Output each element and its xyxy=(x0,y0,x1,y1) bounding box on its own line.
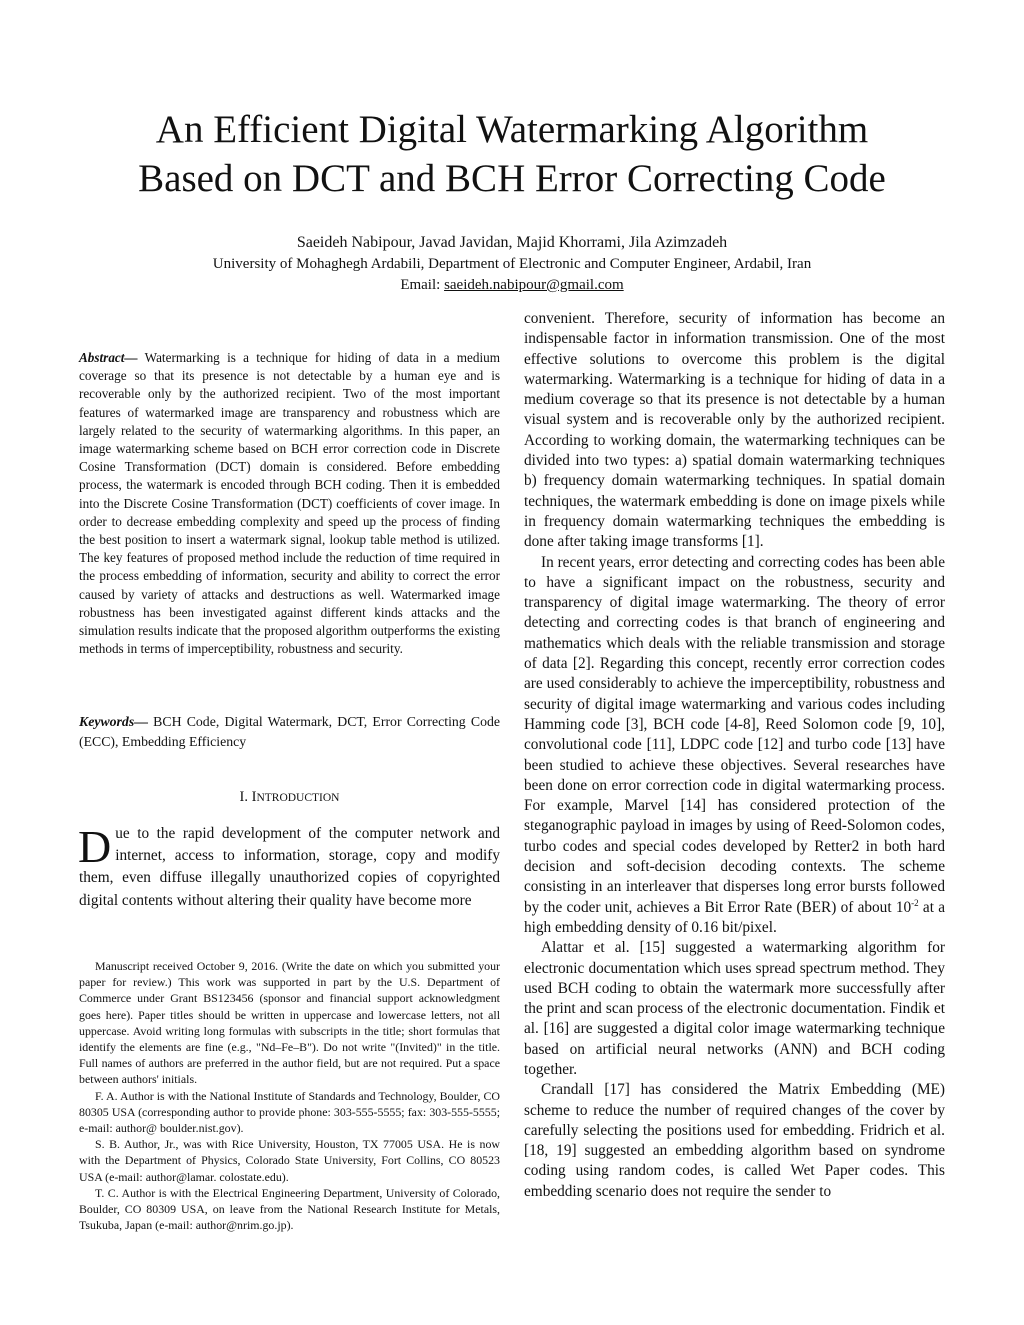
footnote-item: Manuscript received October 9, 2016. (Write the date on which you submitted your paper for review.) This work was supported in part by the U.S. Department of Commerce under Grant BS123456 (sponsor and financial support acknowledgment goes here). Paper titles should be written in uppercase and lowercase letters, not all uppercase. Avoid writing long formulas with subscripts in the title; short formulas that identify the elements are fine (e.g., "Nd–Fe–B"). Do not write "(Invited)" in the title. Full names of authors are preferred in the author field, but are not required. Put a space between authors' initials. xyxy=(79,959,500,1087)
section-number: I. xyxy=(239,789,252,805)
footnote-item: T. C. Author is with the Electrical Engineering Department, University of Colorado, Boulder, CO 80309 USA, on leave from the National Research Institute for Metals, Tsukuba, Japan (e-mail: author@nrim.go.jp). xyxy=(79,1185,500,1233)
section-heading-introduction xyxy=(79,789,500,806)
body-paragraph xyxy=(524,553,945,939)
superscript-exponent: -2 xyxy=(911,897,919,908)
body-paragraph: Alattar et al. [15] suggested a watermarking algorithm for electronic documentation which uses spread spectrum method. They used BCH coding to obtain the watermark more successfully after the print and scan process of the electronic documentation. Findik et al. [16] are suggested a digital color image watermarking technique based on artificial neural networks (ANN) and BCH coding together. xyxy=(524,939,945,1078)
affiliation: University of Mohaghegh Ardabili, Department of Electronic and Computer Engineer, Ardabil, Iran xyxy=(212,256,812,272)
email-label: Email: xyxy=(400,277,445,293)
email-link[interactable]: saeideh.nabipour@gmail.com xyxy=(444,277,624,293)
section-title-rest: NTRODUCTION xyxy=(256,792,340,804)
email-line xyxy=(80,275,944,295)
title-line-2: Based on DCT and BCH Error Correcting Code xyxy=(138,157,886,200)
section-first-letter: I xyxy=(251,789,257,805)
title-line-1: An Efficient Digital Watermarking Algorithm xyxy=(155,108,869,151)
paragraph-text: In recent years, error detecting and correcting codes has been able to have a significant impact on the robustness, security and transparency of digital image watermarking. The theory of error detecting and correcting codes is that branch of engineering and mathematics which deals with the reliable transmission and storage of data [2]. Regarding this concept, recently error correction codes are used considerably to achieve the imperceptibility, robustness and security of digital image watermarking and various codes including Hamming code [3], BCH code [4-8], Reed Solomon code [9, 10], convolutional code [11], LDPC code [12] and turbo code [13] have been studied to achieve these objectives. Several researches have been done on error correction code in digital watermarking process. For example, Marvel [14] has considered protection of the steganographic payload in images by using of Reed-Solomon codes, turbo codes and special codes developed by Retter2 in both hard decision and soft-decision decoding contexts. The scheme consisting in an interleaver that disperses long error bursts followed by the coder unit, achieves a Bit Error Rate (BER) of about 10 xyxy=(524,553,945,916)
abstract-text: Watermarking is a technique for hiding of data in a medium coverage so that its presence is not detectable by a human eye and is recoverable only by the authorized recipient. Two of the most important features of watermarked image are transparency and robustness which are largely related to the security of watermarking algorithms. In this paper, an image watermarking scheme based on BCH error correction code in Discrete Cosine Transformation (DCT) domain is considered. Before embedding process, the watermark is encoded through BCH coding. Then it is embedded into the Discrete Cosine Transformation (DCT) coefficients of cover image. In order to decrease embedding complexity and speed up the process of finding the best position to insert a watermark signal, lookup table method is utilized. The key features of proposed method include the reduction of time required in the process embedding of information, security and ability to correct the error caused by variety of attacks and destructions as well. Watermarked image robustness has been investigated against different kinds attacks and the simulation results indicate that the proposed algorithm outperforms the existing methods in terms of imperceptibility, robustness and security. xyxy=(79,350,500,657)
keywords-text: BCH Code, Digital Watermark, DCT, Error Correcting Code (ECC), Embedding Efficiency xyxy=(79,714,500,749)
keywords xyxy=(79,712,500,751)
body-paragraph: Crandall [17] has considered the Matrix Embedding (ME) scheme to reduce the number of required changes of the cover by carefully selecting the positions used for embedding. Fridrich et al. [18, 19] suggested an embedding algorithm based on syndrome coding using random codes, is called Wet Paper codes. This embedding scenario does not require the sender to xyxy=(524,1081,945,1200)
intro-text: ue to the rapid development of the computer network and internet, access to information, storage, copy and modify them, even diffuse illegally unauthorized copies of copyrighted digital contents without altering their quality have become more xyxy=(79,825,500,909)
footnotes xyxy=(79,958,500,1233)
intro-paragraph xyxy=(79,823,500,912)
abstract xyxy=(79,349,500,658)
abstract-label: Abstract— xyxy=(79,350,138,365)
footnote-item: F. A. Author is with the National Institute of Standards and Technology, Boulder, CO 80305 USA (corresponding author to provide phone: 303-555-5555; fax: 303-555-5555; e-mail: author@ boulder.nist.gov). xyxy=(79,1088,500,1136)
right-column xyxy=(524,309,945,1202)
paper-title xyxy=(80,105,944,203)
footnote-item: S. B. Author, Jr., was with Rice University, Houston, TX 77005 USA. He is now with the Department of Physics, Colorado State University, Fort Collins, CO 80523 USA (e-mail: author@lamar. colostate.edu). xyxy=(79,1137,500,1184)
author-list: Saeideh Nabipour, Javad Javidan, Majid Khorrami, Jila Azimzadeh xyxy=(296,234,728,251)
drop-cap: D xyxy=(78,821,112,872)
paragraph-text: at a high embedding density of 0.16 bit/pixel. xyxy=(524,898,945,936)
keywords-label: Keywords— xyxy=(79,714,148,729)
body-paragraph: convenient. Therefore, security of information has become an indispensable factor in information transmission. One of the most effective solutions to overcome this problem is the digital watermarking. Watermarking is a technique for hiding of data in a medium coverage so that its presence is not detectable by a human visual system and is recoverable only by the authorized recipient. According to working domain, the watermarking techniques can be divided into two types: a) spatial domain watermarking techniques b) frequency domain watermarking techniques. In spatial domain techniques, the watermark embedding is done on image pixels while in frequency domain watermarking techniques the embedding is done after taking image transforms [1]. xyxy=(524,310,945,551)
